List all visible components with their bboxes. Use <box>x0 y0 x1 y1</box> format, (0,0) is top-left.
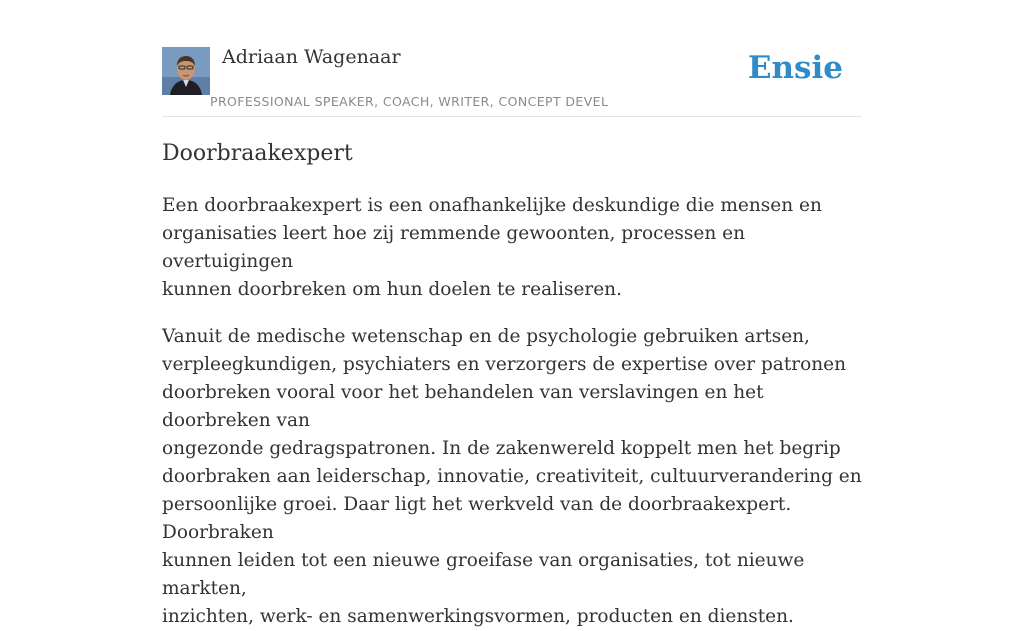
ensie-logo[interactable]: Ensie <box>747 50 843 86</box>
author-header <box>162 44 862 117</box>
author-role: PROFESSIONAL SPEAKER, COACH, WRITER, CONCEPT DEVEL <box>210 94 609 109</box>
author-avatar[interactable] <box>162 47 210 95</box>
article-paragraph: Een doorbraakexpert is een onafhankelijke deskundige die mensen en organisaties leert hoe zij remmende gewoonten, processen en overtuigingen kunnen doorbreken om hun doelen te realiseren. <box>162 195 822 300</box>
article-paragraph: Vanuit de medische wetenschap en de psychologie gebruiken artsen, verpleegkundigen, psychiaters en verzorgers de expertise over patronen doorbreken vooral voor het behandelen van verslavingen en het doorbreken van ongezonde gedragspatronen. In de zakenwereld koppelt men het begrip doorbraken aan leiderschap, innovatie, creativiteit, cultuurverandering en persoonlijke groei. Daar ligt het werkveld van de doorbraakexpert. Doorbraken kunnen leiden tot een nieuwe groeifase van organisaties, tot nieuwe markten, inzichten, werk- en samenwerkingsvormen, producten en diensten. <box>162 326 862 627</box>
author-name[interactable]: Adriaan Wagenaar <box>222 46 401 68</box>
article <box>162 138 862 631</box>
avatar-photo <box>162 47 210 95</box>
article-title: Doorbraakexpert <box>162 141 353 166</box>
